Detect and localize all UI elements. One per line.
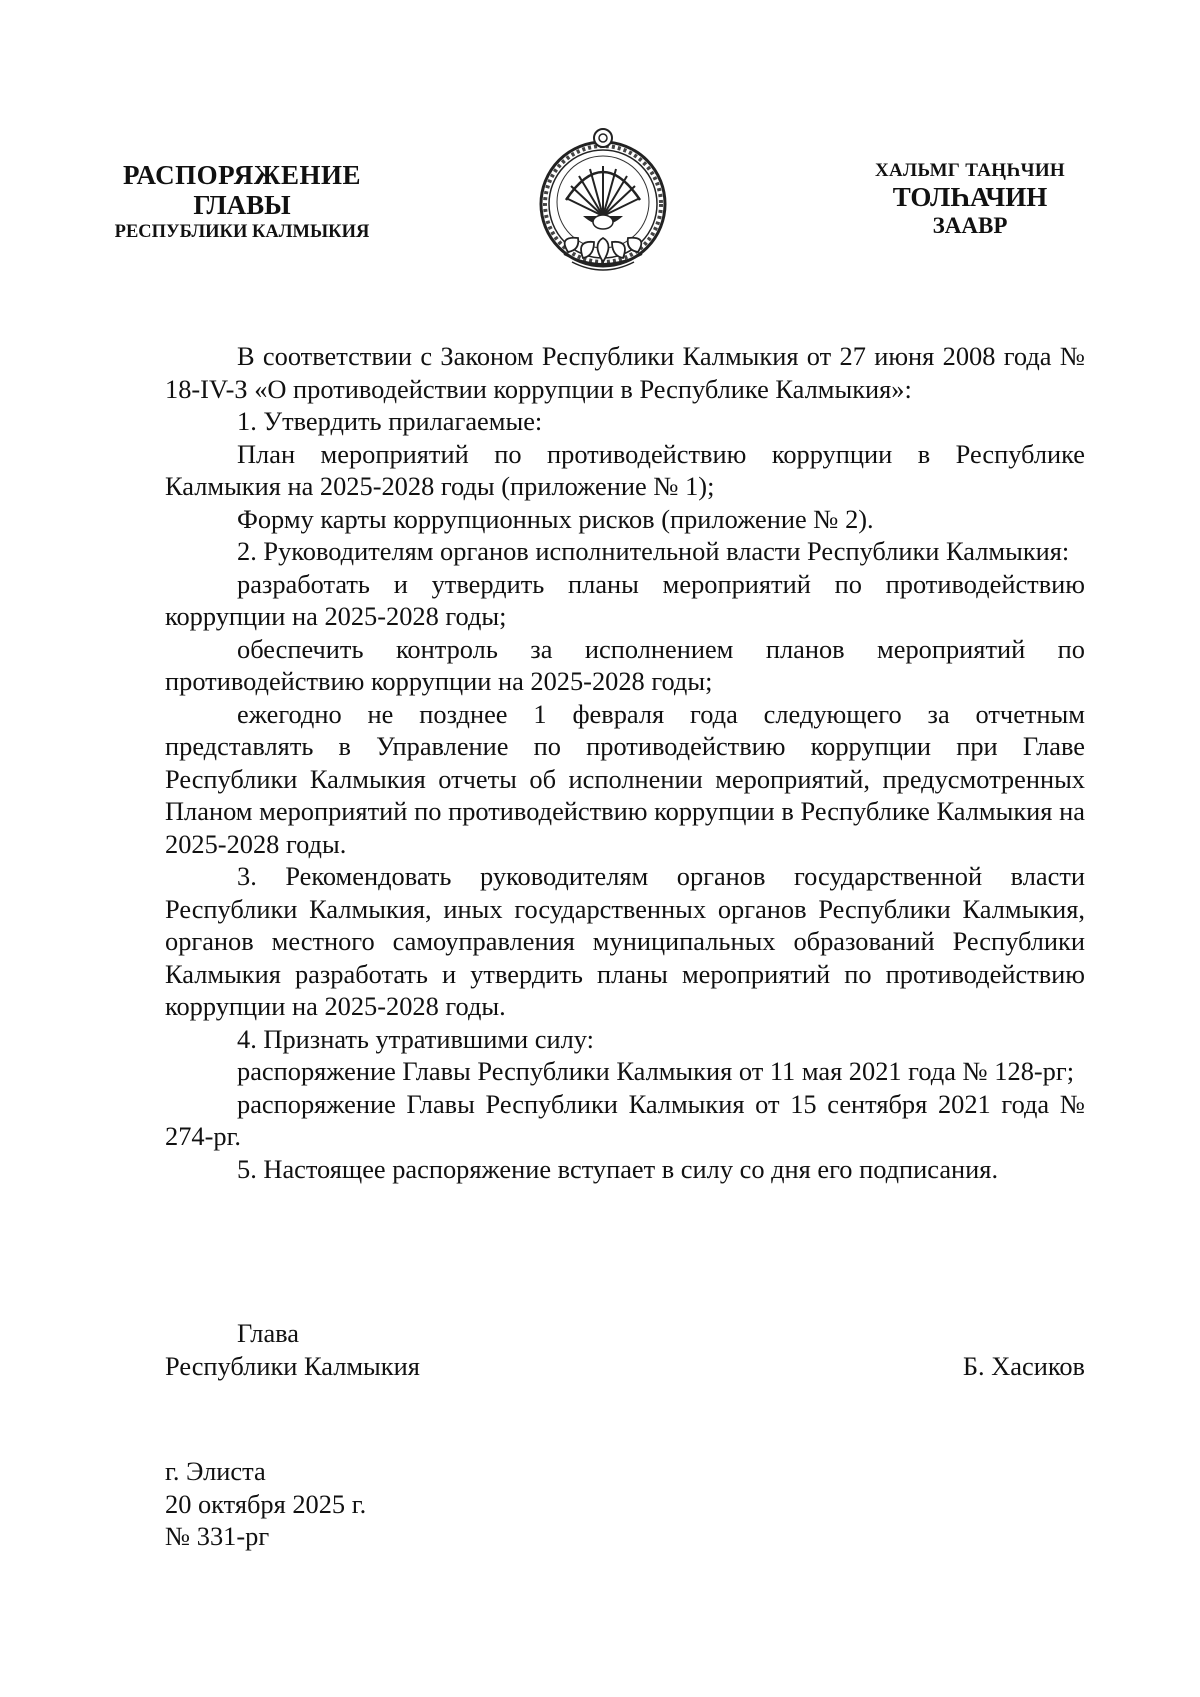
paragraph-item-4-repeal-2: распоряжение Главы Республики Калмыкия от 15 сентября 2021 года № 274-рг. — [165, 1088, 1085, 1151]
doc-issuer-kalmyk-line1: ХАЛЬМГ ТАҢҺЧИН — [874, 160, 1066, 181]
paragraph-item-4-repeal-1: распоряжение Главы Республики Калмыкия от 11 мая 2021 года № 128-рг; — [237, 1056, 1075, 1086]
signature-block — [165, 1317, 1085, 1382]
doc-type-kalmyk: ЗААВР — [932, 212, 1008, 238]
paragraph-item-2-report: ежегодно не позднее 1 февраля года следующего за отчетным представлять в Управление по противодействию коррупции при Главе Республики Калмыкия отчеты об исполнении мероприятий, предусмотренных Планом мероприятий по противодействию коррупции в Республике Калмыкия на 2025-2028 годы. — [165, 698, 1085, 859]
signatory-title-region: Республики Калмыкия — [165, 1350, 420, 1381]
paragraph-item-4: 4. Признать утратившими силу: — [237, 1023, 594, 1054]
header-left — [82, 160, 402, 243]
paragraph-item-1: 1. Утвердить прилагаемые: — [237, 406, 543, 436]
paragraph-item-5: 5. Настоящее распоряжение вступает в силу со дня его подписания. — [237, 1153, 999, 1184]
footer-city: г. Элиста — [165, 1456, 266, 1486]
footer-number: № 331-рг — [165, 1521, 270, 1551]
paragraph-preamble: В соответствии с Законом Республики Калмыкия от 27 июня 2008 года № 18-IV-З «О противодействии коррупции в Республике Калмыкия»: — [165, 341, 1085, 404]
signatory-title: Глава — [237, 1318, 299, 1348]
paragraph-item-1-form: Форму карты коррупционных рисков (приложение № 2). — [237, 503, 874, 534]
paragraph-item-3: 3. Рекомендовать руководителям органов государственной власти Республики Калмыкия, иных государственных органов Республики Калмыкия, органов местного самоуправления муниципальных образований Республики Калмыкия разработать и утвердить планы мероприятий по противодействию коррупции на 2025-2028 годы. — [165, 861, 1085, 1021]
footer-date: 20 октября 2025 г. — [165, 1488, 367, 1519]
signatory-name: Б. Хасиков — [962, 1350, 1085, 1381]
paragraph-item-2: 2. Руководителям органов исполнительной власти Республики Калмыкия: — [237, 536, 1070, 566]
header-right — [830, 160, 1110, 239]
doc-issuer-subtitle: РЕСПУБЛИКИ КАЛМЫКИЯ — [114, 222, 370, 243]
paragraph-item-2-control: обеспечить контроль за исполнением планов мероприятий по противодействию коррупции на 2025-2028 годы; — [165, 633, 1085, 696]
paragraph-item-2-develop: разработать и утвердить планы мероприятий по противодействию коррупции на 2025-2028 годы; — [165, 568, 1085, 631]
document-footer — [165, 1455, 366, 1553]
doc-issuer-kalmyk-line2: ТОЛҺАЧИН — [892, 181, 1048, 212]
doc-issuer-title: ГЛАВЫ — [193, 190, 291, 221]
paragraph-item-1-plan: План мероприятий по противодействию коррупции в Республике Калмыкия на 2025-2028 годы (приложение № 1); — [165, 438, 1085, 501]
kalmykia-coat-of-arms-icon — [528, 124, 678, 282]
doc-type-title: РАСПОРЯЖЕНИЕ — [122, 160, 362, 190]
document-body — [165, 340, 1085, 1185]
